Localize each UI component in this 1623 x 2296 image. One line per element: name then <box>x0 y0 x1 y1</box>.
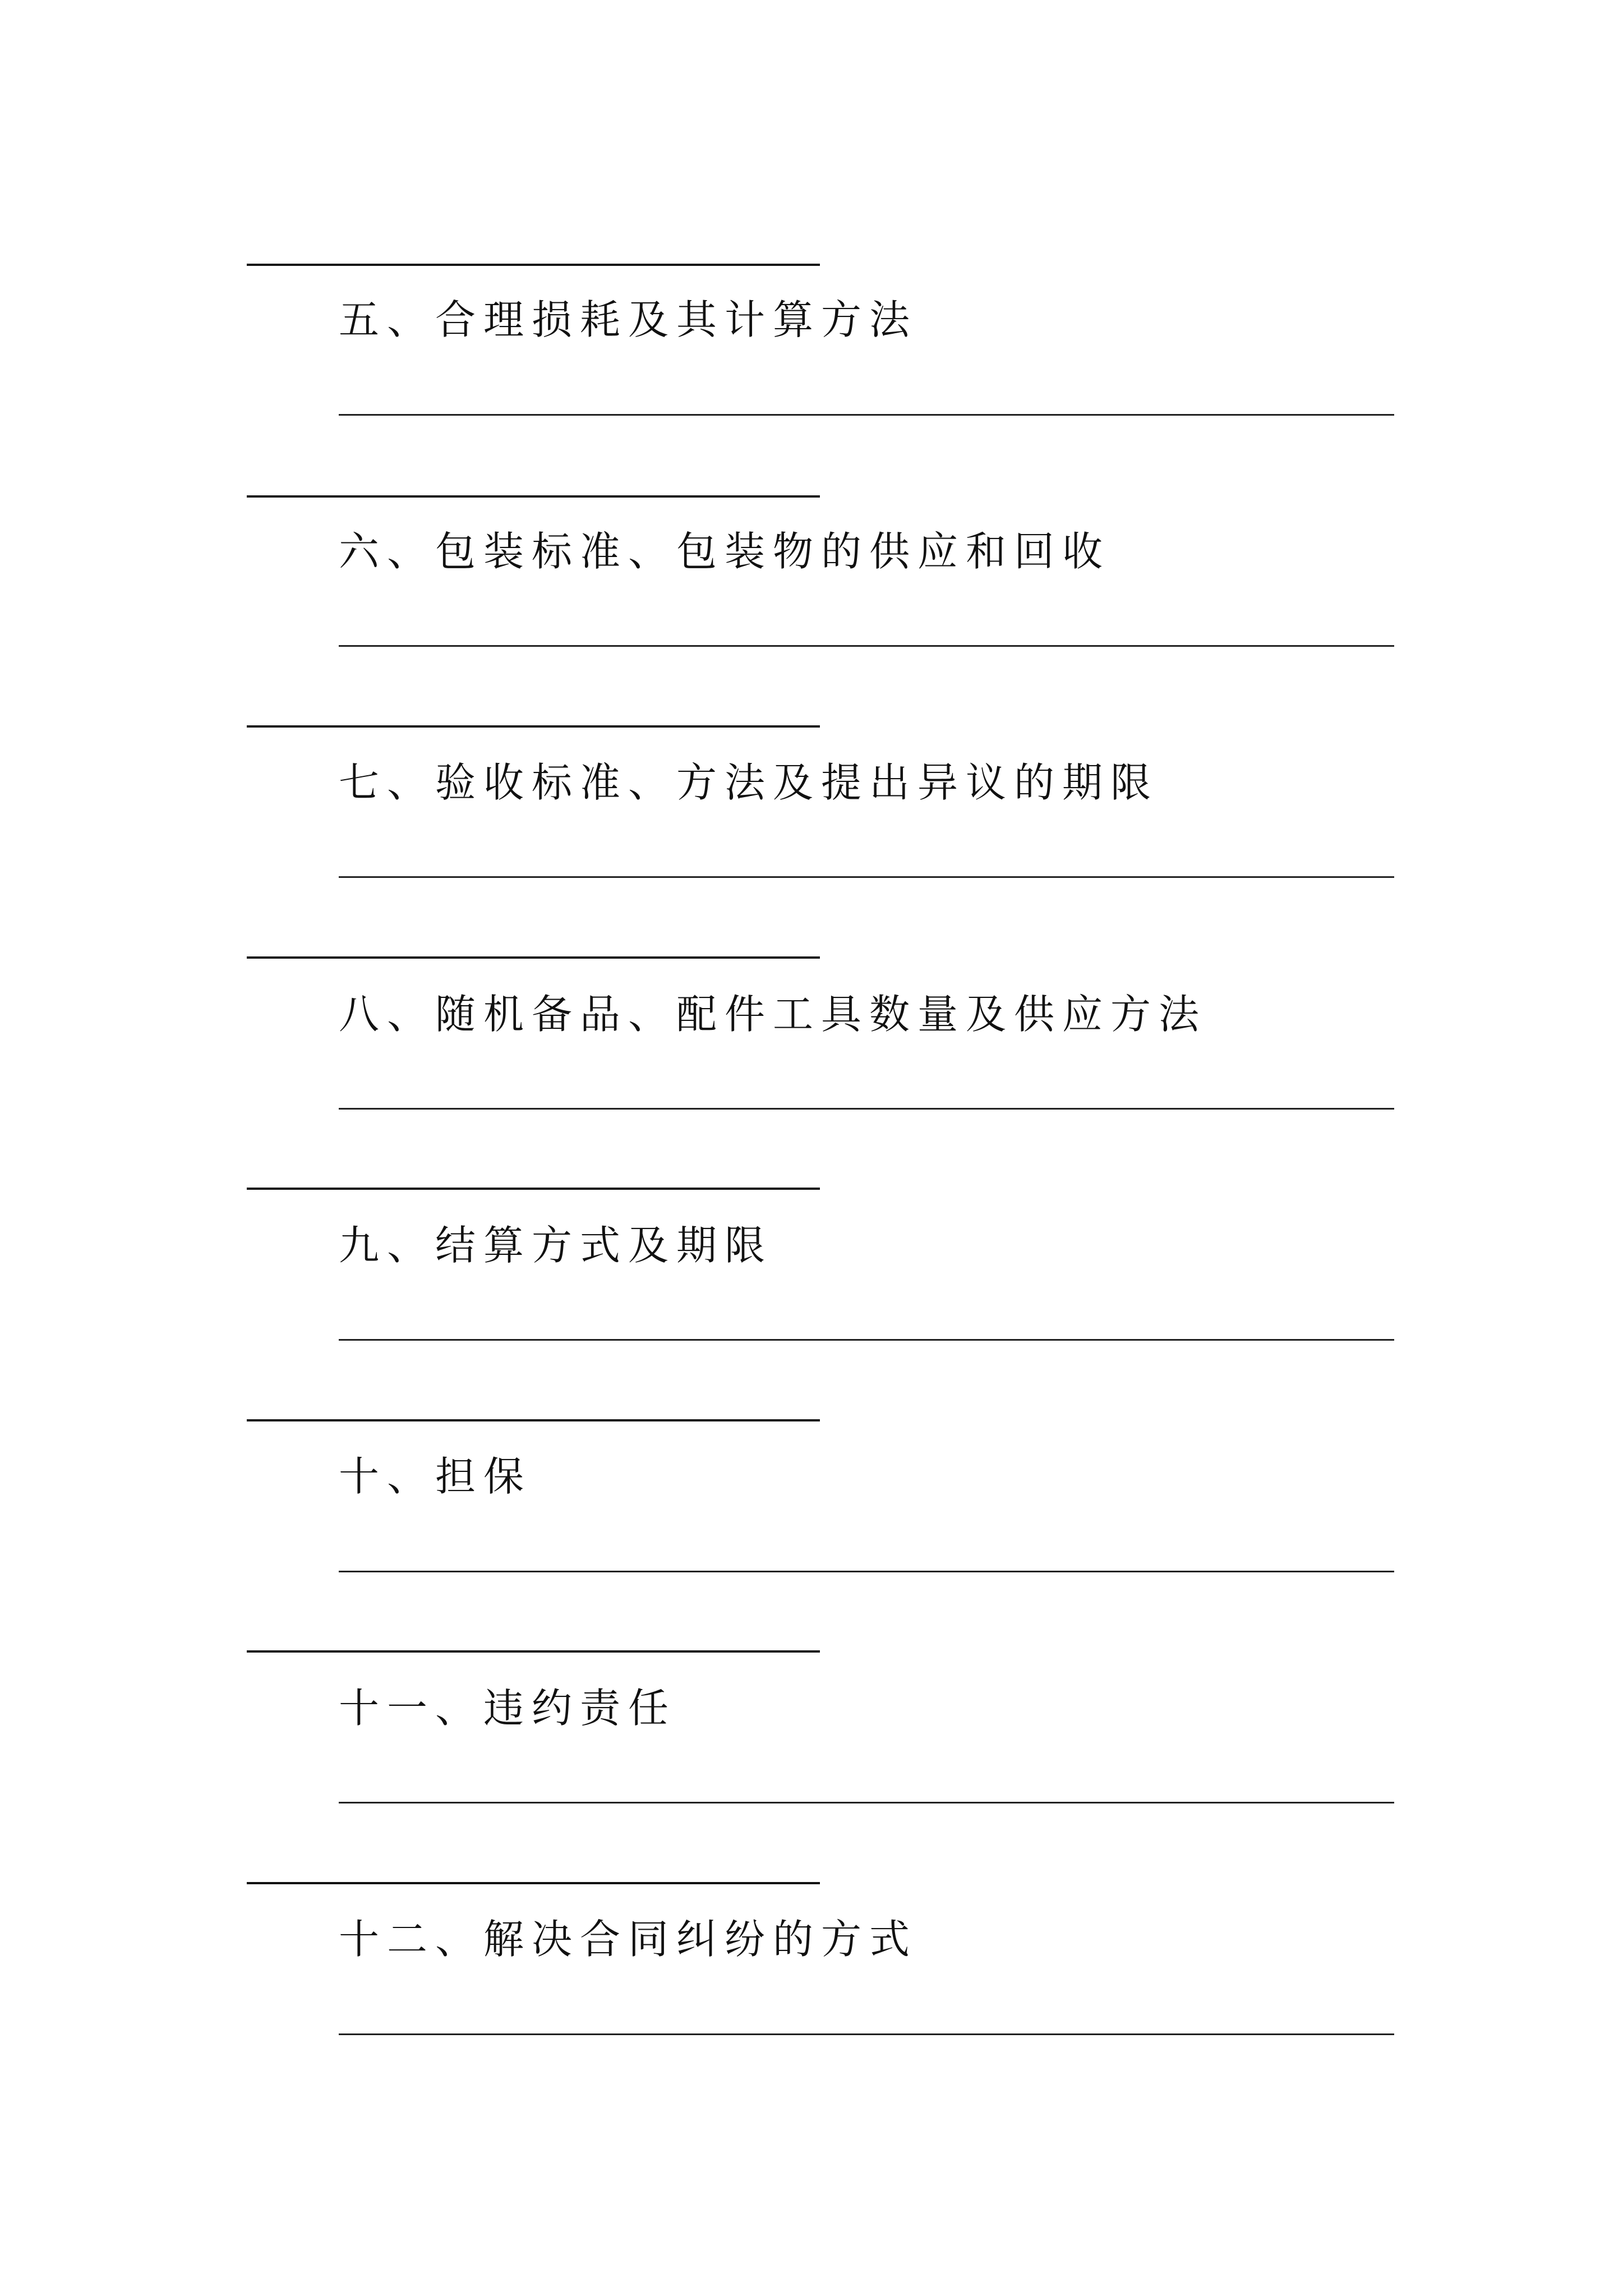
fill-in-line-short <box>247 1882 820 1884</box>
fill-in-line-long <box>339 1802 1394 1803</box>
fill-in-line-long <box>339 1339 1394 1341</box>
fill-in-line-short <box>247 264 820 266</box>
fill-in-line-short <box>247 725 820 728</box>
fill-in-line-long <box>339 1571 1394 1572</box>
fill-in-line-long <box>339 1108 1394 1110</box>
fill-in-line-short <box>247 495 820 498</box>
section-heading-7: 七、验收标准、方法及提出异议的期限 <box>339 759 1159 806</box>
fill-in-line-short <box>247 1650 820 1653</box>
fill-in-line-long <box>339 876 1394 878</box>
section-heading-10: 十、担保 <box>339 1453 532 1500</box>
fill-in-line-short <box>247 1419 820 1421</box>
section-heading-12: 十二、解决合同纠纷的方式 <box>339 1916 918 1963</box>
section-heading-5: 五、合理损耗及其计算方法 <box>339 296 918 343</box>
section-heading-8: 八、随机备品、配件工具数量及供应方法 <box>339 991 1207 1038</box>
fill-in-line-short <box>247 1188 820 1190</box>
fill-in-line-short <box>247 956 820 959</box>
section-heading-11: 十一、违约责任 <box>339 1685 677 1732</box>
fill-in-line-long <box>339 645 1394 647</box>
section-heading-6: 六、包装标准、包装物的供应和回收 <box>339 528 1111 575</box>
section-heading-9: 九、结算方式及期限 <box>339 1222 773 1269</box>
fill-in-line-long <box>339 2033 1394 2035</box>
fill-in-line-long <box>339 414 1394 416</box>
